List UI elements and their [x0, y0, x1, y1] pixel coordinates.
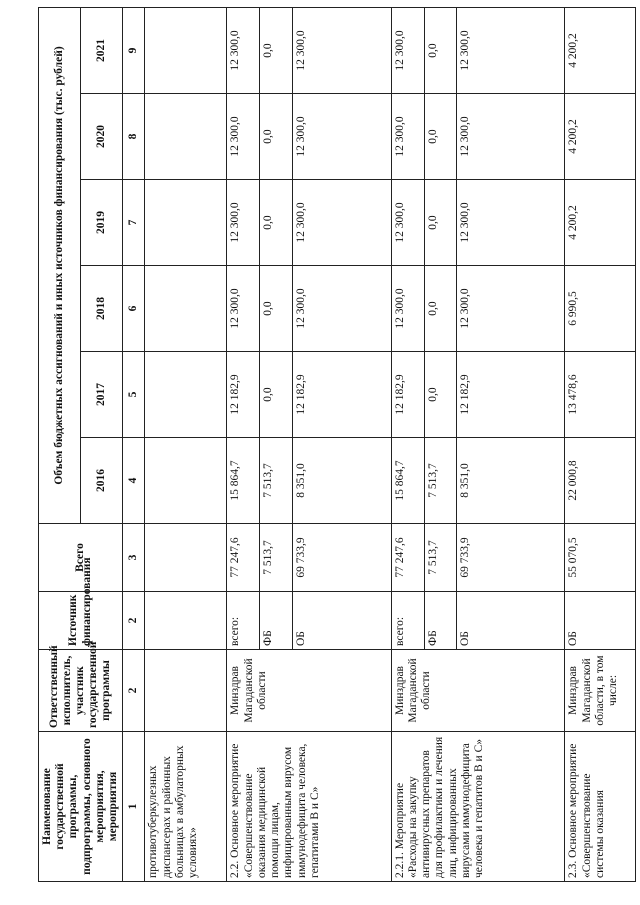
financing-table — [38, 7, 636, 882]
row-value: 0,0 — [424, 7, 457, 93]
row-total: 77 247,6 — [391, 524, 424, 592]
header-year: 2021 — [81, 7, 123, 93]
row-value: 4 200,2 — [565, 180, 635, 266]
column-number: 2 — [123, 592, 145, 650]
header-total: Всего — [39, 524, 123, 592]
row-value: 12 300,0 — [457, 94, 565, 180]
row-value: 0,0 — [260, 180, 293, 266]
row-value: 0,0 — [260, 352, 293, 438]
table-row — [391, 7, 424, 881]
row-value: 0,0 — [260, 94, 293, 180]
row-value: 12 182,9 — [227, 352, 260, 438]
row-total: 69 733,9 — [457, 524, 565, 592]
row-responsible: Минздрав Магаданской области — [227, 650, 391, 732]
row-value: 15 864,7 — [227, 438, 260, 524]
row-value: 8 351,0 — [293, 438, 392, 524]
table-row — [227, 7, 260, 881]
column-number: 2 — [123, 650, 145, 732]
header-year: 2017 — [81, 352, 123, 438]
row-value: 0,0 — [260, 266, 293, 352]
column-number: 8 — [123, 94, 145, 180]
table-row — [145, 7, 227, 881]
column-number: 6 — [123, 266, 145, 352]
row-total: 69 733,9 — [293, 524, 392, 592]
row-value: 12 300,0 — [391, 266, 424, 352]
row-value: 12 182,9 — [457, 352, 565, 438]
row-value: 12 300,0 — [227, 94, 260, 180]
row-value: 12 300,0 — [227, 266, 260, 352]
row-source: ФБ — [424, 592, 457, 650]
header-row — [39, 7, 81, 881]
row-responsible: Минздрав Магаданской области — [391, 650, 565, 732]
column-number: 4 — [123, 438, 145, 524]
row-value: 12 300,0 — [293, 266, 392, 352]
row-value: 7 513,7 — [424, 438, 457, 524]
row-source: всего: — [391, 592, 424, 650]
row-value: 12 300,0 — [391, 94, 424, 180]
row-value: 12 300,0 — [227, 180, 260, 266]
row-value: 12 300,0 — [293, 180, 392, 266]
row-name: 2.3. Основное мероприятие «Совершенствование системы оказания — [565, 732, 635, 882]
header-year: 2020 — [81, 94, 123, 180]
header-year: 2016 — [81, 438, 123, 524]
header-numbers-row — [123, 7, 145, 881]
row-value: 12 300,0 — [227, 7, 260, 93]
row-value: 4 200,2 — [565, 7, 635, 93]
header-year: 2018 — [81, 266, 123, 352]
column-number: 9 — [123, 7, 145, 93]
row-value: 0,0 — [424, 352, 457, 438]
row-value: 7 513,7 — [260, 438, 293, 524]
row-value: 15 864,7 — [391, 438, 424, 524]
row-total: 7 513,7 — [424, 524, 457, 592]
row-value: 12 300,0 — [391, 7, 424, 93]
header-group: Объем бюджетных ассигнований и иных источников финансирования (тыс. рублей) — [39, 7, 81, 523]
row-name: 2.2. Основное мероприятие «Совершенствование оказания медицинской помощи лицам, инфицированным вирусом иммунодефицита человека, гепатитами B и C» — [227, 732, 391, 882]
row-value: 12 182,9 — [293, 352, 392, 438]
header-responsible: Ответственный исполнитель, участник государственной программы — [39, 650, 123, 732]
row-value: 6 990,5 — [565, 266, 635, 352]
row-value: 12 300,0 — [457, 180, 565, 266]
row-value: 12 182,9 — [391, 352, 424, 438]
row-responsible: Минздрав Магаданской области, в том числе: — [565, 650, 635, 732]
header-name: Наименование государственной программы, подпрограммы, основного мероприятия, мероприятия — [39, 732, 123, 882]
column-number: 7 — [123, 180, 145, 266]
row-value: 0,0 — [260, 7, 293, 93]
column-number: 5 — [123, 352, 145, 438]
row-value: 0,0 — [424, 180, 457, 266]
rotated-page — [38, 8, 620, 896]
header-source: Источник финансирования — [39, 592, 123, 650]
column-number: 1 — [123, 732, 145, 882]
row-value: 0,0 — [424, 266, 457, 352]
row-total: 7 513,7 — [260, 524, 293, 592]
row-source: всего: — [227, 592, 260, 650]
header-year: 2019 — [81, 180, 123, 266]
row-source: ОБ — [457, 592, 565, 650]
row-name: противотуберкулезных диспансерах и районных больницах в амбулаторных условиях» — [145, 732, 227, 882]
row-source: ФБ — [260, 592, 293, 650]
row-value: 12 300,0 — [293, 7, 392, 93]
row-value: 12 300,0 — [391, 180, 424, 266]
row-value: 13 478,6 — [565, 352, 635, 438]
row-source: ОБ — [565, 592, 635, 650]
row-value: 8 351,0 — [457, 438, 565, 524]
row-source: ОБ — [293, 592, 392, 650]
row-name: 2.2.1. Мероприятие «Расходы на закупку антивирусных препаратов для профилактики и лечения лиц, инфицированных вирусами иммунодефицита человека и гепатитов B и C» — [391, 732, 565, 882]
row-value: 12 300,0 — [457, 266, 565, 352]
row-value: 12 300,0 — [457, 7, 565, 93]
table-row — [565, 7, 635, 881]
row-total: 55 070,5 — [565, 524, 635, 592]
row-total: 77 247,6 — [227, 524, 260, 592]
row-value: 12 300,0 — [293, 94, 392, 180]
row-value: 22 000,8 — [565, 438, 635, 524]
column-number: 3 — [123, 524, 145, 592]
row-value: 0,0 — [424, 94, 457, 180]
row-value: 4 200,2 — [565, 94, 635, 180]
